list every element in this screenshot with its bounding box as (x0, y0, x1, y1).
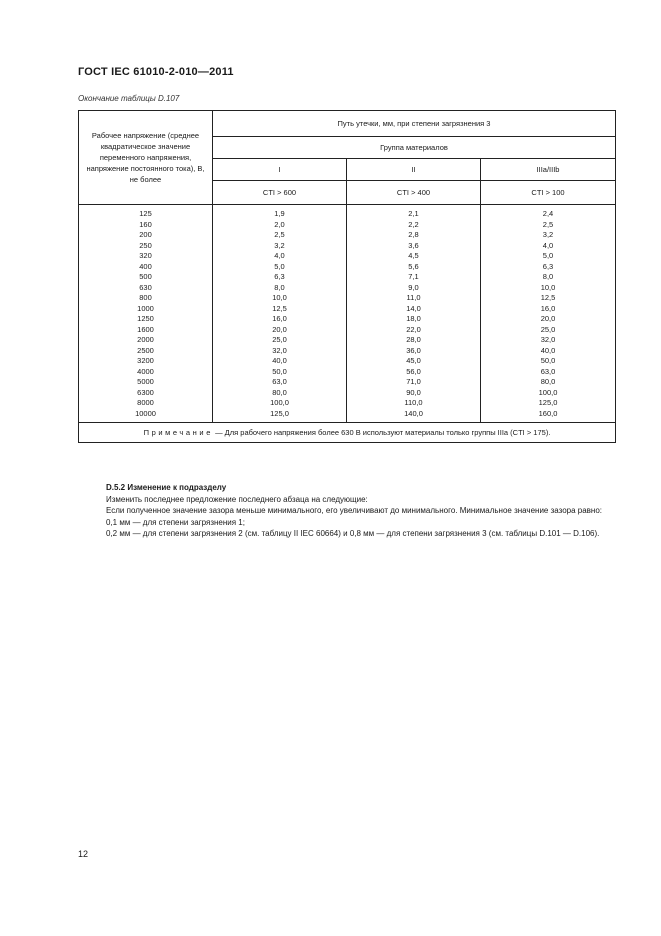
table-cell: 3200 (137, 356, 154, 365)
table-cell: 200 (139, 230, 152, 239)
group-header-II: II (347, 159, 481, 181)
table-cell: 1,9 (274, 209, 285, 218)
table-cell: 4,0 (542, 240, 554, 250)
table-cell: 500 (139, 272, 152, 281)
table-cell: 6300 (137, 387, 154, 397)
table-cell: 6,3 (274, 272, 285, 281)
table-cell: 32,0 (540, 335, 556, 344)
table-cell: 125,0 (270, 408, 289, 418)
table-cell: 2,8 (408, 230, 419, 239)
table-cell: 2,5 (542, 219, 554, 229)
table-cell: 45,0 (406, 356, 421, 365)
table-cell: 20,0 (540, 314, 556, 323)
table-note (79, 423, 616, 443)
note-text: — Для рабочего напряжения более 630 В используют материалы только группы IIIa (CTI > 175). (215, 428, 551, 437)
cti-header-I: CTI > 600 (213, 181, 347, 205)
table-cell: 3,2 (542, 230, 554, 239)
table-cell: 5000 (137, 377, 154, 386)
table-cell: 10000 (135, 408, 156, 418)
table-cell: 320 (139, 251, 152, 260)
table-cell: 2,2 (408, 219, 419, 229)
table-cell: 2000 (137, 335, 154, 344)
table-cell: 5,0 (542, 251, 554, 260)
table-cell: 7,1 (408, 272, 419, 281)
table-cell: 8000 (137, 398, 154, 407)
table-cell: 250 (139, 240, 152, 250)
table-cell: 630 (139, 282, 152, 292)
creepage-table (78, 110, 616, 443)
page-number: 12 (78, 849, 89, 859)
table-cell: 11,0 (406, 293, 421, 302)
table-cell: 10,0 (272, 293, 287, 302)
creepage-header: Путь утечки, мм, при степени загрязнения 3 (213, 111, 616, 137)
table-cell: 90,0 (406, 387, 421, 397)
group-I-values-column (213, 205, 347, 423)
table-cell: 4000 (137, 366, 154, 376)
table-caption: Окончание таблицы D.107 (78, 94, 180, 103)
table-cell: 63,0 (540, 366, 556, 376)
table-cell: 40,0 (272, 356, 287, 365)
table-cell: 16,0 (272, 314, 287, 323)
table-cell: 56,0 (406, 366, 421, 376)
note-label: Примечание (143, 428, 213, 437)
cti-header-II: CTI > 400 (347, 181, 481, 205)
table-cell: 12,5 (540, 293, 556, 302)
voltage-values-column (79, 205, 213, 423)
table-cell: 1000 (137, 303, 154, 313)
group-header-III: IIIa/IIIb (481, 159, 616, 181)
table-cell: 36,0 (406, 345, 421, 355)
table-cell: 80,0 (540, 377, 556, 386)
table-cell: 1250 (137, 314, 154, 323)
table-cell: 5,6 (408, 261, 419, 271)
table-cell: 3,2 (274, 240, 285, 250)
table-cell: 63,0 (272, 377, 287, 386)
table-cell: 8,0 (542, 272, 554, 281)
material-group-header: Группа материалов (213, 137, 616, 159)
group-II-values-column (347, 205, 481, 423)
table-cell: 3,6 (408, 240, 419, 250)
table-cell: 100,0 (538, 387, 558, 397)
paragraph: Изменить последнее предложение последнего абзаца на следующие: (106, 494, 368, 504)
table-cell: 4,5 (408, 251, 419, 260)
table-cell: 40,0 (540, 345, 556, 355)
table-cell: 25,0 (540, 324, 556, 334)
section-heading: D.5.2 Изменение к подразделу (106, 483, 227, 492)
table-cell: 8,0 (274, 282, 285, 292)
table-cell: 100,0 (270, 398, 289, 407)
table-cell: 140,0 (404, 408, 423, 418)
table-cell: 50,0 (272, 366, 287, 376)
table-cell: 25,0 (272, 335, 287, 344)
table-cell: 1600 (137, 324, 154, 334)
table-cell: 5,0 (274, 261, 285, 271)
table-cell: 10,0 (540, 282, 556, 292)
table-cell: 32,0 (272, 345, 287, 355)
table-cell: 2,5 (274, 230, 285, 239)
cti-header-III: CTI > 100 (481, 181, 616, 205)
table-cell: 80,0 (272, 387, 287, 397)
table-cell: 400 (139, 261, 152, 271)
paragraph: 0,1 мм — для степени загрязнения 1; (106, 517, 245, 527)
group-header-I: I (213, 159, 347, 181)
table-cell: 160,0 (538, 408, 558, 418)
table-cell: 2500 (137, 345, 154, 355)
table-cell: 18,0 (406, 314, 421, 323)
section-d52 (78, 482, 615, 540)
table-cell: 2,1 (408, 209, 419, 218)
table-cell: 110,0 (404, 398, 423, 407)
table-cell: 160 (139, 219, 152, 229)
table-cell: 4,0 (274, 251, 285, 260)
document-header: ГОСТ IEC 61010-2-010—2011 (78, 66, 234, 78)
table-cell: 16,0 (540, 303, 556, 313)
table-cell: 125 (139, 209, 152, 218)
voltage-column-header: Рабочее напряжение (среднее квадратическое значение переменного напряжения, напряжение постоянного тока), В, не более (79, 111, 213, 205)
table-cell: 125,0 (538, 398, 558, 407)
table-cell: 2,0 (274, 219, 285, 229)
group-III-values-column (481, 205, 616, 423)
table-cell: 2,4 (542, 209, 554, 218)
table-cell: 9,0 (408, 282, 419, 292)
table-cell: 71,0 (406, 377, 421, 386)
table-cell: 800 (139, 293, 152, 302)
table-cell: 50,0 (540, 356, 556, 365)
table-cell: 14,0 (406, 303, 421, 313)
table-cell: 20,0 (272, 324, 287, 334)
table-cell: 22,0 (406, 324, 421, 334)
paragraph: Если полученное значение зазора меньше минимального, его увеличивают до минимального. Минимальное значение зазора равно: (106, 506, 603, 515)
table-cell: 28,0 (406, 335, 421, 344)
paragraph: 0,2 мм — для степени загрязнения 2 (см. таблицу II IEC 60664) и 0,8 мм — для степени загрязнения 3 (см. таблицы D.101 — D.106). (106, 529, 600, 538)
table-cell: 6,3 (542, 261, 554, 271)
table-cell: 12,5 (272, 303, 287, 313)
